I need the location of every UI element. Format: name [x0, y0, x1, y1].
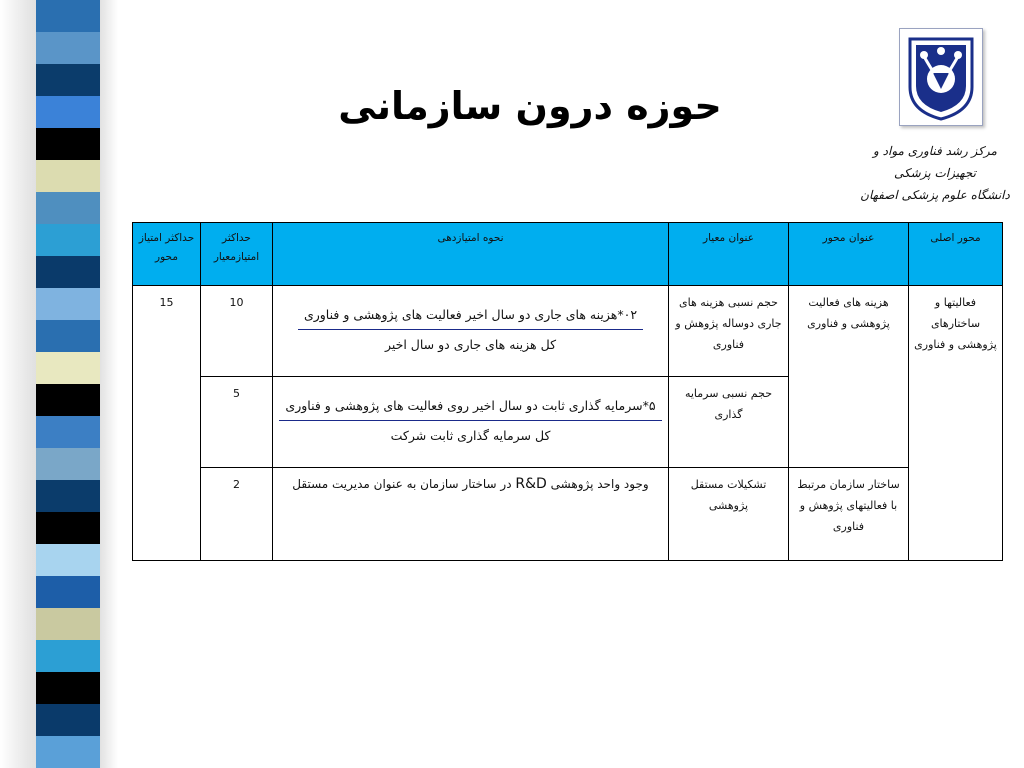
decorative-color-bar — [36, 448, 100, 481]
fraction-denominator: کل سرمایه گذاری ثابت شرکت — [390, 428, 551, 443]
decorative-color-bars — [36, 0, 100, 768]
decorative-color-bar — [36, 608, 100, 641]
scoring-fraction — [298, 304, 643, 355]
criterion-cell: حجم نسبی سرمایه گذاری — [669, 377, 789, 468]
axis-title-cell: ساختار سازمان مرتبط با فعالیتهای پژوهش و فناوری — [789, 468, 909, 561]
header-criterion-title: عنوان معیار — [669, 223, 789, 286]
decorative-color-bar — [36, 640, 100, 673]
decorative-color-bar — [36, 352, 100, 385]
decorative-color-bar — [36, 576, 100, 609]
logo-caption — [860, 140, 1010, 206]
header-max-axis-score: حداکثر امتیاز محور — [133, 223, 201, 286]
decorative-color-bar — [36, 544, 100, 577]
decorative-color-bar — [36, 672, 100, 705]
header-axis-title: عنوان محور — [789, 223, 909, 286]
logo-caption-line2: دانشگاه علوم پزشکی اصفهان — [860, 188, 1010, 202]
decorative-color-bar — [36, 736, 100, 768]
decorative-color-bar — [36, 704, 100, 737]
fraction-denominator: کل هزینه های جاری دو سال اخیر — [384, 337, 557, 352]
scoring-formula-cell — [273, 377, 669, 468]
main-axis-cell: فعالیتها و ساختارهای پژوهشی و فناوری — [909, 286, 1003, 561]
scoring-text-rnd: R&D — [515, 476, 547, 492]
decorative-color-bar — [36, 224, 100, 257]
decorative-color-bar — [36, 0, 100, 33]
decorative-color-bar — [36, 320, 100, 353]
fraction-numerator: ۵*سرمایه گذاری ثابت دو سال اخیر روی فعالیت های پژوهشی و فناوری — [279, 395, 661, 421]
max-criterion-score-cell: 5 — [201, 377, 273, 468]
scoring-text-after: در ساختار سازمان به عنوان مدیریت مستقل — [292, 477, 512, 491]
table-header-row — [133, 223, 1003, 286]
scoring-text-before: وجود واحد پژوهشی — [550, 477, 649, 491]
logo-caption-line1: مرکز رشد فناوری مواد و تجهیزات پزشکی — [873, 144, 997, 180]
decorative-color-bar — [36, 480, 100, 513]
decorative-color-bar — [36, 416, 100, 449]
decorative-color-bar — [36, 32, 100, 65]
table-row — [133, 468, 1003, 561]
axis-title-cell: هزینه های فعالیت پژوهشی و فناوری — [789, 286, 909, 468]
criterion-cell: تشکیلات مستقل پژوهشی — [669, 468, 789, 561]
decorative-color-bar — [36, 96, 100, 129]
decorative-color-bar — [36, 288, 100, 321]
decorative-color-bar — [36, 512, 100, 545]
header-main-axis: محور اصلی — [909, 223, 1003, 286]
decorative-color-bar — [36, 192, 100, 225]
scoring-formula-cell — [273, 286, 669, 377]
university-emblem-icon — [900, 29, 982, 125]
page-title: حوزه درون سازمانی — [338, 84, 722, 128]
decorative-color-bar — [36, 384, 100, 417]
max-criterion-score-cell: 2 — [201, 468, 273, 561]
decorative-color-bar — [36, 64, 100, 97]
max-axis-score-cell: 15 — [133, 286, 201, 561]
criterion-cell: حجم نسبی هزینه های جاری دوساله پژوهش و فناوری — [669, 286, 789, 377]
decorative-color-bar — [36, 160, 100, 193]
max-criterion-score-cell: 10 — [201, 286, 273, 377]
table-row — [133, 286, 1003, 377]
scoring-text-cell — [273, 468, 669, 561]
fraction-numerator: ۰۲*هزینه های جاری دو سال اخیر فعالیت های پژوهشی و فناوری — [298, 304, 643, 330]
scoring-fraction — [279, 395, 661, 446]
decorative-color-bar — [36, 256, 100, 289]
university-logo — [899, 28, 983, 126]
header-scoring-method: نحوه امتیازدهی — [273, 223, 669, 286]
header-max-criterion-score: حداکثر امتیازمعیار — [201, 223, 273, 286]
scoring-table — [132, 222, 1003, 561]
decorative-left-strip — [0, 0, 118, 768]
decorative-color-bar — [36, 128, 100, 161]
